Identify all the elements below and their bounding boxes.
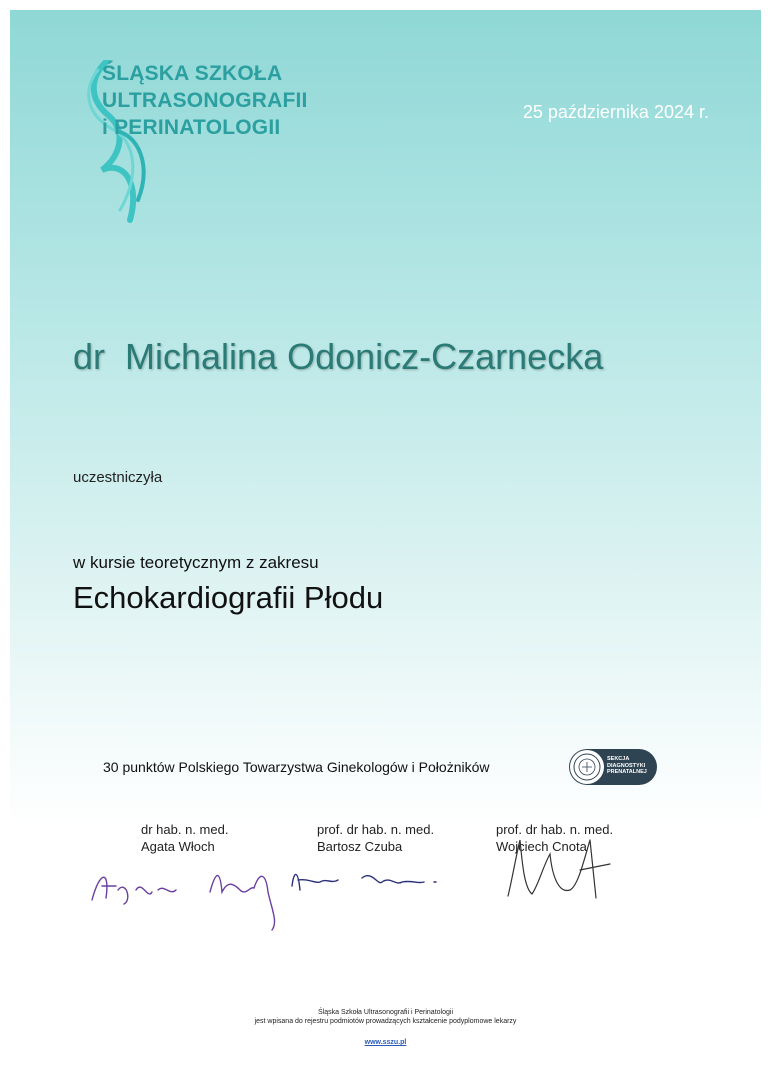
badge-line-1: SEKCJA — [607, 756, 630, 762]
participation-text: uczestniczyła — [73, 469, 163, 486]
signature-cnota — [508, 840, 610, 898]
certificate-page — [10, 10, 761, 1085]
badge-text — [607, 756, 647, 776]
course-title: Echokardiografii Płodu — [73, 580, 384, 615]
footer-line-1: Śląska Szkoła Ultrasonografii i Perinatologii — [317, 1009, 453, 1016]
issue-date: 25 października 2024 r. — [522, 102, 709, 122]
course-intro: w kursie teoretycznym z zakresu — [73, 553, 319, 572]
website-link[interactable]: www.sszu.pl — [364, 1039, 407, 1046]
signatory-3-name: Wojciech Cnota — [496, 839, 587, 854]
logo-line-3: i PERINATOLOGII — [102, 116, 281, 139]
signatory-1-title: dr hab. n. med. — [141, 822, 229, 837]
logo-text — [102, 60, 308, 141]
logo-line-1: ŚLĄSKA SZKOŁA — [102, 62, 283, 85]
points-text: 30 punktów Polskiego Towarzystwa Ginekologów i Położników — [103, 759, 490, 775]
signatory-2-title: prof. dr hab. n. med. — [317, 822, 435, 837]
section-badge — [569, 749, 657, 785]
handwritten-signatures — [80, 800, 640, 940]
signatory-3-title: prof. dr hab. n. med. — [496, 822, 614, 837]
footer-line-2: jest wpisana do rejestru podmiotów prowadzących kształcenie podyplomowe lekarzy — [254, 1018, 517, 1025]
signatory-1-name: Agata Włoch — [141, 839, 215, 854]
signature-wloch — [92, 876, 275, 931]
recipient-name: dr Michalina Odonicz-Czarnecka — [73, 336, 604, 377]
logo-line-2: ULTRASONOGRAFII — [102, 89, 308, 112]
signature-czuba — [292, 874, 436, 890]
badge-line-2: DIAGNOSTYKI — [607, 762, 646, 769]
badge-line-3: PRENATALNEJ — [607, 769, 647, 775]
signatory-2-name: Bartosz Czuba — [317, 839, 403, 854]
badge-seal-icon — [570, 750, 604, 784]
